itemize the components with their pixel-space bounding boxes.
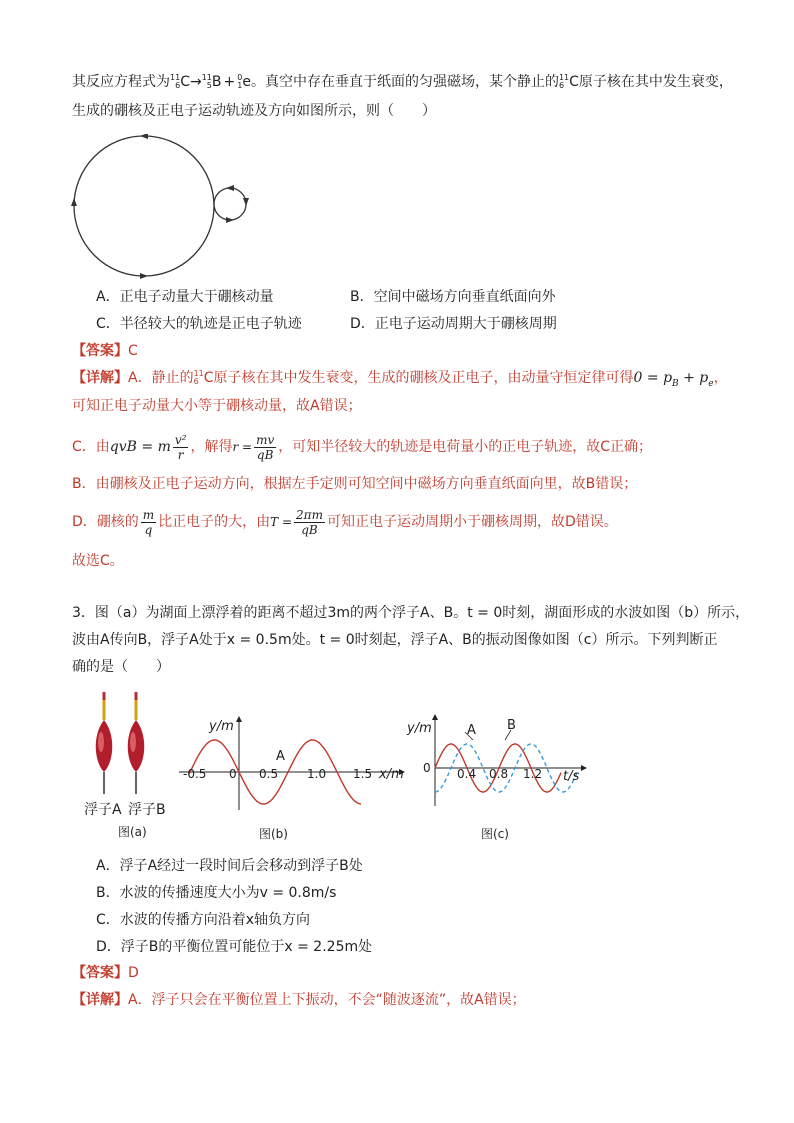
q3-option-a: A．浮子A经过一段时间后会移动到浮子B处 — [96, 858, 363, 874]
stem-text: C原子核在其中发生衰变， — [569, 74, 733, 90]
tick-label: 0.8 — [489, 767, 509, 781]
figure-c-caption: 图(c) — [481, 827, 509, 841]
q2-conclusion: 故选C。 — [72, 553, 124, 569]
arrow-icon — [140, 273, 148, 279]
figure-b-caption: 图(b) — [259, 827, 288, 841]
nuclide-e: 0 1e — [237, 73, 251, 90]
tick-label: 1.2 — [523, 767, 543, 781]
q3-option-c: C．水波的传播方向沿着x轴负方向 — [96, 912, 311, 928]
q2-detail-a-line2: 可知正电子动量大小等于硼核动量，故A错误； — [72, 398, 362, 414]
nuclide-c: 11 6C — [170, 73, 190, 90]
arrow-icon — [71, 198, 77, 206]
arrow-icon — [243, 198, 249, 206]
curve-b-label: B — [507, 718, 516, 733]
q2-detail-d: D．硼核的 $\frac{m}{q}$ 比正电子的大，由T = $\frac{2\pi m}{qB}$ 可知正电子运动周期小于硼核周期，故D错误。 — [72, 507, 618, 537]
orbit-figure — [68, 134, 268, 284]
q3-detail-a: 【详解】A．浮子只会在平衡位置上下振动，不会“随波逐流”，故A错误； — [72, 992, 526, 1008]
tick-label: 0.4 — [457, 767, 477, 781]
figure-c — [405, 712, 595, 842]
q3-option-b: B．水波的传播速度大小为v = 0.8m/s — [96, 885, 337, 901]
tick-label: 1.5 — [353, 767, 373, 781]
float-b-icon — [128, 692, 145, 794]
plus: + — [223, 74, 236, 90]
q2-detail-c: C．由qvB = m $\frac{\text{v²}}{r}$ ，解得r = $\frac{mv}{qB}$ ，可知半径较大的轨迹是电荷量小的正电子轨迹，故C正确； — [72, 432, 653, 462]
answer-value: D — [128, 965, 139, 981]
float-a-icon — [96, 692, 113, 794]
figure-b — [175, 712, 415, 842]
y-axis-label: y/m — [209, 719, 234, 734]
q2-detail-b: B．由硼核及正电子运动方向，根据左手定则可知空间中磁场方向垂直纸面向里，故B错误； — [72, 476, 638, 492]
q3-option-d: D．浮子B的平衡位置可能位于x = 2.25m处 — [96, 939, 373, 955]
q2-stem-line1 — [72, 72, 733, 92]
float-b-label: 浮子B — [128, 802, 166, 818]
float-a-label: 浮子A — [84, 802, 122, 818]
tick-label: 0 — [229, 767, 237, 781]
tick-label: 0.5 — [259, 767, 279, 781]
arrow-icon — [226, 217, 234, 223]
tick-label: -0.5 — [183, 767, 207, 781]
arrow-icon — [226, 185, 234, 191]
tick-label: 1.0 — [307, 767, 327, 781]
fraction: $\frac{mv}{qB}$ — [256, 432, 275, 462]
q3-stem-line1: 3．图（a）为湖面上漂浮着的距离不超过3m的两个浮子A、B。t = 0时刻，湖面形成的水波如图（b）所示， — [72, 605, 750, 621]
origin-label: 0 — [423, 761, 431, 775]
x-axis-label: t/s — [563, 769, 580, 784]
fraction: $\frac{\text{v²}}{r}$ — [174, 432, 187, 462]
curve-a-label: A — [467, 723, 476, 738]
answer-label: 【答案】 — [72, 965, 128, 981]
small-orbit — [214, 188, 246, 220]
point-a-label: A — [276, 749, 285, 764]
figure-a — [80, 690, 180, 850]
answer-value: C — [128, 343, 138, 359]
q3-stem-line3: 确的是（ ） — [72, 659, 170, 675]
q2-stem-line2: 生成的硼核及正电子运动轨迹及方向如图所示，则（ ） — [72, 103, 436, 119]
fraction: $\frac{2\pi m}{qB}$ — [296, 507, 323, 537]
fraction: $\frac{m}{q}$ — [142, 507, 155, 537]
nuclide-b: 11 5B — [201, 73, 222, 90]
q2-option-b: B．空间中磁场方向垂直纸面向外 — [350, 289, 556, 305]
q2-answer — [72, 341, 138, 361]
q3-answer — [72, 963, 139, 983]
detail-label: 【详解】 — [72, 992, 128, 1008]
arrow: → — [189, 74, 202, 90]
answer-label: 【答案】 — [72, 343, 128, 359]
stem-text: 。真空中存在垂直于纸面的匀强磁场，某个静止的 — [250, 74, 559, 90]
stem-text: 其反应方程式为 — [72, 74, 170, 90]
q2-option-c: C．半径较大的轨迹是正电子轨迹 — [96, 316, 302, 332]
q2-option-a: A．正电子动量大于硼核动量 — [96, 289, 274, 305]
figure-a-caption: 图(a) — [118, 825, 147, 839]
q2-option-d: D．正电子运动周期大于硼核周期 — [350, 316, 557, 332]
x-axis-label: x/m — [379, 767, 404, 782]
q2-detail-a: 【详解】A．静止的11 6 C原子核在其中发生衰变，生成的硼核及正电子，由动量守恒定律可得$0 = p_B + p_e$， — [72, 369, 728, 389]
nuclide-c: 11 6 — [193, 369, 204, 386]
y-axis-label: y/m — [407, 721, 432, 736]
detail-label: 【详解】 — [72, 370, 128, 386]
large-orbit — [74, 136, 214, 276]
q3-stem-line2: 波由A传向B，浮子A处于x = 0.5m处。t = 0时刻起，浮子A、B的振动图像如图（c）所示。下列判断正 — [72, 632, 718, 648]
nuclide-c: 11 6 — [558, 73, 570, 90]
